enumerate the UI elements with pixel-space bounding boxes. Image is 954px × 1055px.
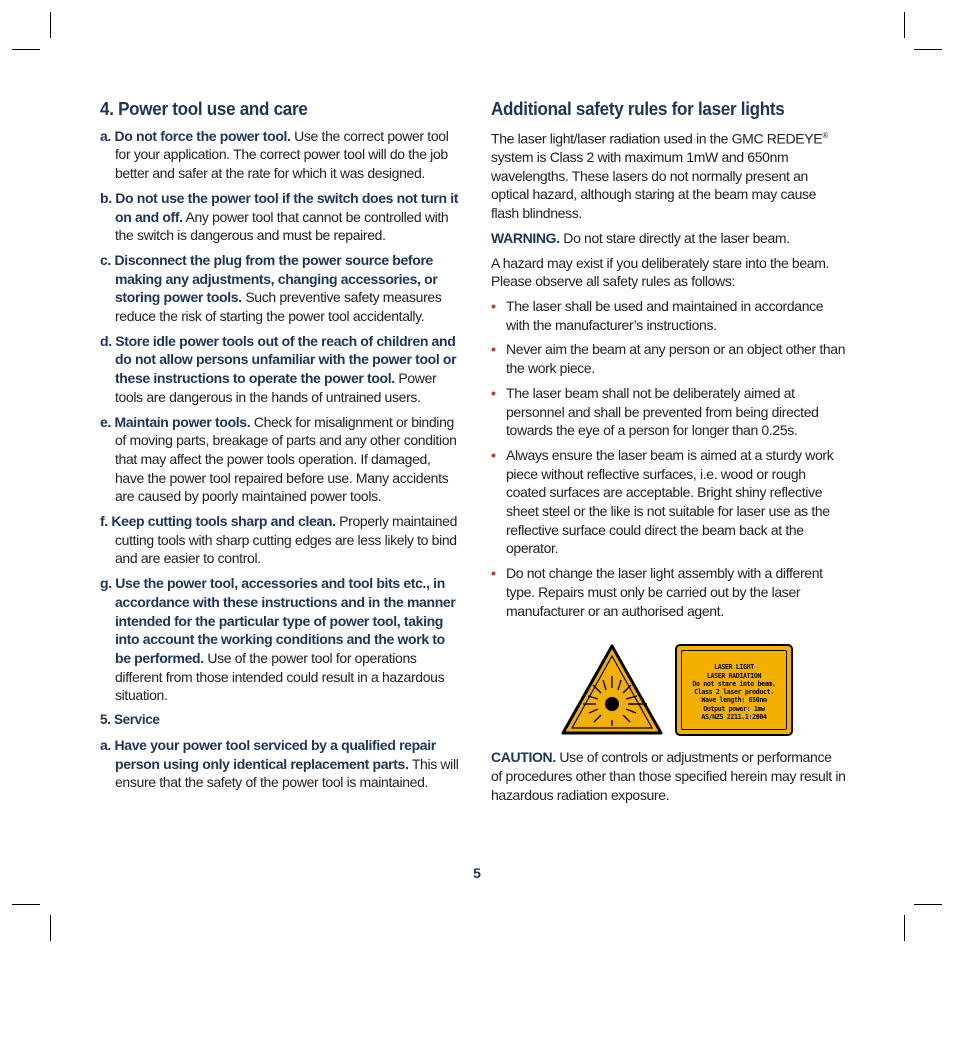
item-lead: c. Disconnect the plug from the power source before making any adjustments, changing accessories, or storing power tools. bbox=[100, 251, 438, 306]
laser-rules-list bbox=[491, 297, 846, 620]
bullet-icon: • bbox=[491, 341, 496, 358]
list-item bbox=[100, 127, 462, 183]
laser-warning-signs bbox=[491, 630, 846, 740]
label-line: Class 2 laser product. bbox=[694, 688, 774, 697]
list-item bbox=[491, 446, 846, 558]
laser-label-sign bbox=[675, 644, 793, 736]
item-lead: d. Store idle power tools out of the reach of children and do not allow persons unfamiliar with the power tool or these instructions to operate the power tool. bbox=[100, 332, 457, 387]
list-item bbox=[100, 736, 462, 792]
warning-lead: WARNING. bbox=[491, 229, 560, 246]
item-text: Use the correct power tool for your application. The correct power tool will do the job better and safer at the rate for which it was designed. bbox=[115, 127, 449, 182]
crop-mark bbox=[904, 915, 905, 941]
crop-mark bbox=[12, 49, 40, 50]
list-item bbox=[100, 332, 462, 407]
item-lead: g. Use the power tool, accessories and tool bits etc., in accordance with these instructions and in the manner intended for the particular type of power tool, taking into account the working conditions and the work to be performed. bbox=[100, 575, 456, 666]
item-text: Properly maintained cutting tools with sharp cutting edges are less likely to bind and are easier to control. bbox=[115, 513, 458, 567]
item-lead: a. Do not force the power tool. bbox=[100, 127, 291, 144]
label-line: Do not stare into beam. bbox=[692, 679, 776, 688]
bullet-text: Always ensure the laser beam is aimed at a sturdy work piece without reflective surfaces, i.e. wood or rough coated surfaces are acceptable. Bright shiny reflective sheet steel or the like is not suitable for laser use as the reflective surface could direct the beam back at the operator. bbox=[506, 446, 834, 557]
crop-mark bbox=[50, 12, 51, 38]
section-heading-power-tool-use: 4. Power tool use and care bbox=[100, 98, 308, 119]
left-column bbox=[100, 100, 462, 798]
bullet-text: The laser shall be used and maintained in accordance with the manufacturer’s instructions. bbox=[506, 297, 824, 333]
list-item bbox=[100, 189, 462, 245]
caution-paragraph bbox=[491, 748, 846, 804]
label-line: Wave length: 650nm bbox=[701, 696, 767, 705]
list-item bbox=[491, 564, 846, 620]
right-column bbox=[491, 100, 846, 810]
item-text: This will ensure that the safety of the power tool is maintained. bbox=[115, 755, 459, 791]
item-lead: a. Have your power tool serviced by a qualified repair person using only identical replacement parts. bbox=[100, 736, 436, 772]
bullet-icon: • bbox=[491, 297, 496, 314]
page-number: 5 bbox=[473, 865, 481, 881]
item-text: Use of the power tool for operations different from those intended could result in a hazardous situation. bbox=[115, 649, 445, 704]
label-line: LASER LIGHT bbox=[714, 663, 754, 672]
bullet-text: The laser beam shall not be deliberately aimed at personnel and shall be prevented from being directed towards the eye of a person for longer than 0.25s. bbox=[506, 384, 819, 439]
crop-mark bbox=[914, 904, 942, 905]
list-item bbox=[100, 574, 462, 705]
item-lead: f. Keep cutting tools sharp and clean. bbox=[100, 513, 336, 530]
service-heading: 5. Service bbox=[100, 712, 160, 728]
item-text: Power tools are dangerous in the hands of untrained users. bbox=[115, 370, 437, 405]
crop-mark bbox=[12, 904, 40, 905]
crop-mark bbox=[914, 49, 942, 50]
laser-label-text bbox=[681, 650, 787, 730]
item-text: Any power tool that cannot be controlled with the switch is dangerous and must be repaired. bbox=[115, 208, 449, 244]
section-heading-laser-safety: Additional safety rules for laser lights bbox=[491, 98, 785, 119]
intro-text-cont: system is Class 2 with maximum 1mW and 650nm wavelengths. These lasers do not normally present an optical hazard, although staring at the beam may cause flash blindness. bbox=[491, 149, 817, 222]
list-item bbox=[100, 413, 462, 507]
label-line: LASER RADIATION bbox=[706, 671, 762, 680]
list-item bbox=[491, 340, 846, 377]
warning-text: Do not stare directly at the laser beam. bbox=[559, 229, 790, 246]
list-item bbox=[491, 384, 846, 440]
item-lead: e. Maintain power tools. bbox=[100, 413, 251, 430]
label-line: AS/NZS 2211.1:2004 bbox=[701, 713, 767, 722]
registered-mark: ® bbox=[822, 130, 828, 140]
crop-mark bbox=[904, 12, 905, 38]
list-item bbox=[100, 251, 462, 326]
list-item bbox=[100, 512, 462, 568]
bullet-icon: • bbox=[491, 565, 496, 582]
bullet-text: Do not change the laser light assembly with a different type. Repairs must only be carried out by the laser manufacturer or an authorised agent. bbox=[506, 565, 823, 619]
bullet-icon: • bbox=[491, 384, 496, 401]
laser-hazard-icon bbox=[561, 644, 663, 736]
item-lead: b. Do not use the power tool if the switch does not turn it on and off. bbox=[100, 189, 459, 225]
caution-text: Use of controls or adjustments or performance of procedures other than those specified herein may result in hazardous radiation exposure. bbox=[491, 749, 846, 803]
bullet-icon: • bbox=[491, 446, 496, 463]
bullet-text: Never aim the beam at any person or an object other than the work piece. bbox=[506, 341, 846, 377]
warning-paragraph bbox=[491, 229, 846, 248]
intro-paragraph bbox=[491, 127, 846, 223]
item-text: Check for misalignment or binding of moving parts, breakage of parts and any other condition that may affect the power tools operation. If damaged, have the power tool repaired before use. Many accidents are caused by poorly maintained power tools. bbox=[115, 413, 457, 505]
list-item bbox=[491, 297, 846, 334]
crop-mark bbox=[50, 915, 51, 941]
caution-lead: CAUTION. bbox=[491, 749, 556, 766]
intro-text: The laser light/laser radiation used in the GMC REDEYE bbox=[491, 130, 823, 147]
item-text: Such preventive safety measures reduce the risk of starting the power tool accidentally. bbox=[115, 289, 442, 325]
label-line: Output power: 1mw bbox=[703, 704, 765, 713]
hazard-paragraph: A hazard may exist if you deliberately stare into the beam. Please observe all safety rules as follows: bbox=[491, 254, 830, 290]
